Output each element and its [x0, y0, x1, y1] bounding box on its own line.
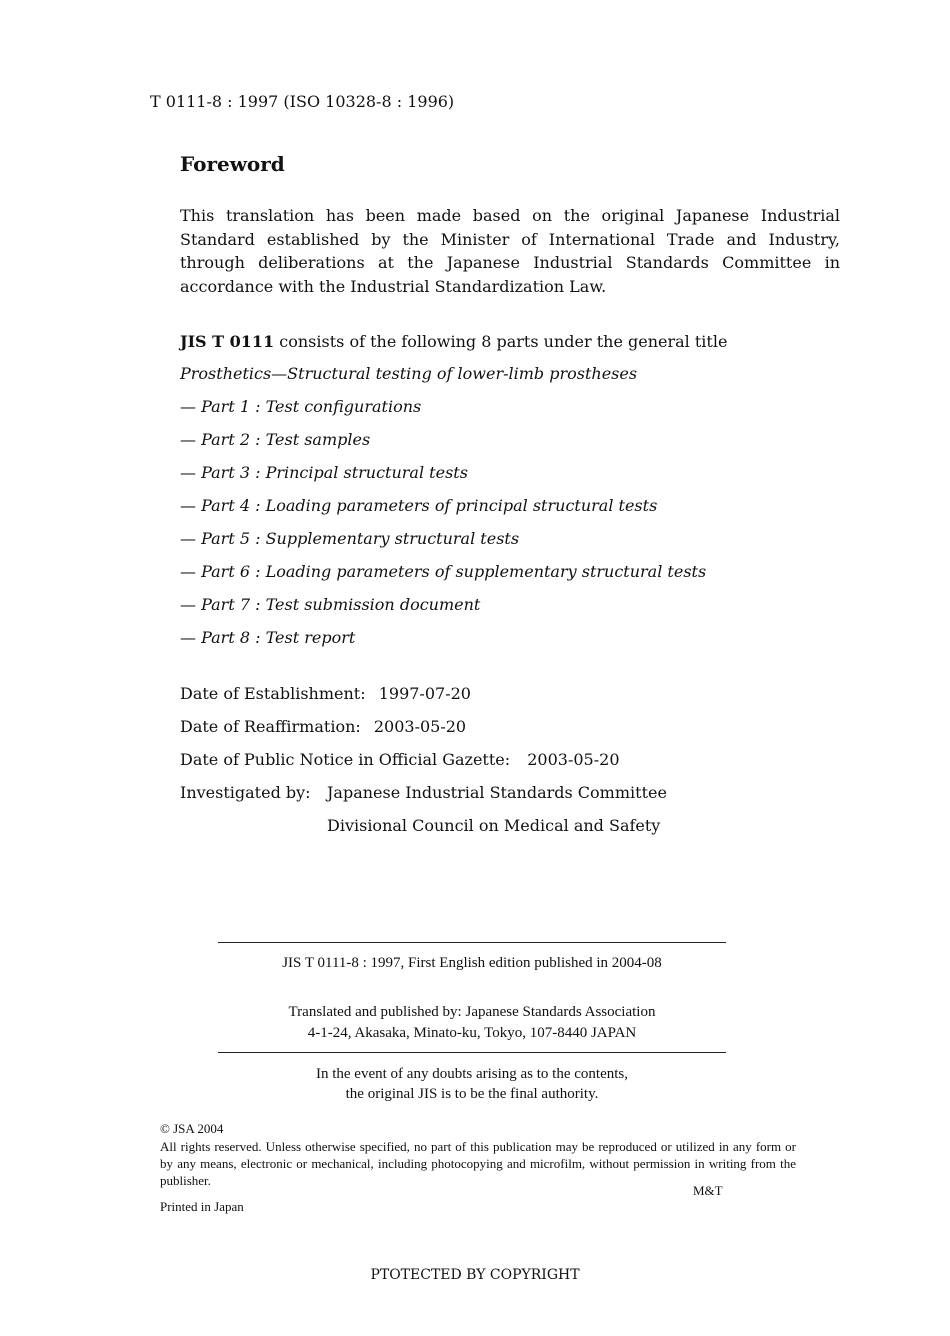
- address-line: 4-1-24, Akasaka, Minato-ku, Tokyo, 107-8440 JAPAN: [307, 1025, 637, 1041]
- public-notice-row: [180, 750, 620, 769]
- list-item: [180, 463, 468, 482]
- rights-statement: All rights reserved. Unless otherwise specified, no part of this publication may be reproduced or utilized in any form or by any means, electronic or mechanical, including photocopying and microfilm, without permission in writing from the publisher.: [160, 1139, 796, 1188]
- list-dash: —: [180, 529, 196, 548]
- reaffirmation-row: [180, 717, 466, 736]
- investigated-label: Investigated by:: [180, 783, 311, 802]
- list-item: [180, 595, 480, 614]
- general-title: Prosthetics—Structural testing of lower-limb prostheses: [180, 364, 638, 383]
- parts-intro-text: consists of the following 8 parts under the general title: [274, 332, 728, 351]
- authority-line-1: In the event of any doubts arising as to the contents,: [315, 1066, 628, 1082]
- list-dash: —: [180, 463, 196, 482]
- parts-intro-line: [180, 332, 727, 351]
- jis-code: JIS T 0111: [180, 332, 275, 351]
- reaffirmation-value: 2003-05-20: [373, 717, 467, 736]
- part-label: Part 6 : Loading parameters of supplementary structural tests: [201, 562, 707, 581]
- edition-line: JIS T 0111-8 : 1997, First English edition published in 2004-08: [282, 955, 662, 971]
- list-item: [180, 562, 706, 581]
- list-item: [180, 496, 657, 515]
- foreword-paragraph: This translation has been made based on the original Japanese Industrial Standard established by the Minister of International Trade and Industry, through deliberations at the Japanese Industrial Standards Committee in accordance with the Industrial Standardization Law.: [180, 206, 840, 296]
- part-label: Part 5 : Supplementary structural tests: [201, 529, 520, 548]
- part-label: Part 4 : Loading parameters of principal structural tests: [201, 496, 658, 515]
- list-dash: —: [180, 496, 196, 515]
- part-label: Part 7 : Test submission document: [201, 595, 481, 614]
- part-label: Part 3 : Principal structural tests: [201, 463, 468, 482]
- document-id: T 0111-8 : 1997 (ISO 10328-8 : 1996): [150, 92, 455, 111]
- foreword-heading: Foreword: [180, 152, 285, 176]
- part-label: Part 2 : Test samples: [201, 430, 371, 449]
- part-label: Part 8 : Test report: [201, 628, 356, 647]
- divider: [218, 942, 726, 943]
- list-dash: —: [180, 562, 196, 581]
- part-label: Part 1 : Test configurations: [201, 397, 422, 416]
- public-notice-value: 2003-05-20: [527, 750, 620, 769]
- list-dash: —: [180, 430, 196, 449]
- list-item: [180, 397, 421, 416]
- list-dash: —: [180, 397, 196, 416]
- reaffirmation-label: Date of Reaffirmation:: [180, 717, 361, 736]
- publisher-line: Translated and published by: Japanese Standards Association: [288, 1004, 656, 1020]
- copyright-notice: © JSA 2004: [160, 1121, 224, 1136]
- list-item: [180, 628, 355, 647]
- investigated-committee: Japanese Industrial Standards Committee: [327, 783, 667, 802]
- copyright-stamp: PTOTECTED BY COPYRIGHT: [370, 1267, 580, 1283]
- divider: [218, 1052, 726, 1053]
- establishment-label: Date of Establishment:: [180, 684, 366, 703]
- public-notice-label: Date of Public Notice in Official Gazette:: [180, 750, 511, 769]
- list-dash: —: [180, 628, 196, 647]
- authority-line-2: the original JIS is to be the final authority.: [345, 1086, 599, 1102]
- list-item: [180, 430, 370, 449]
- list-dash: —: [180, 595, 196, 614]
- investigated-council: Divisional Council on Medical and Safety: [327, 816, 661, 835]
- establishment-row: [180, 684, 471, 703]
- mt-mark: M&T: [693, 1183, 723, 1198]
- printed-in: Printed in Japan: [160, 1199, 244, 1214]
- establishment-value: 1997-07-20: [378, 684, 471, 703]
- list-item: [180, 529, 519, 548]
